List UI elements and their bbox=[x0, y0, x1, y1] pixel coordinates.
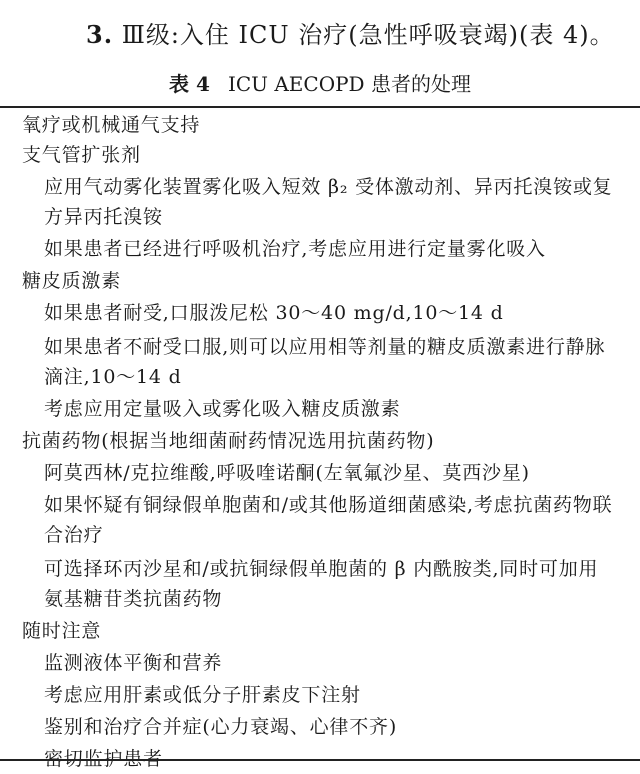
table-row: 氧疗或机械通气支持 bbox=[22, 114, 201, 136]
table-row: 随时注意 bbox=[22, 620, 102, 642]
table-title bbox=[0, 70, 640, 98]
table-body bbox=[0, 110, 640, 774]
table-row: 如果怀疑有铜绿假单胞菌和/或其他肠道细菌感染,考虑抗菌药物联合治疗 bbox=[44, 494, 613, 546]
table-row: 糖皮质激素 bbox=[22, 270, 122, 292]
table-row: 阿莫西林/克拉维酸,呼吸喹诺酮(左氧氟沙星、莫西沙星) bbox=[44, 462, 530, 484]
table-row: 应用气动雾化装置雾化吸入短效 β₂ 受体激动剂、异丙托溴铵或复方异丙托溴铵 bbox=[44, 176, 613, 228]
section-number: 3. bbox=[86, 20, 114, 49]
table-row: 如果患者耐受,口服泼尼松 30～40 mg/d,10～14 d bbox=[44, 302, 504, 324]
table-row: 抗菌药物(根据当地细菌耐药情况选用抗菌药物) bbox=[22, 430, 435, 452]
table-row: 考虑应用肝素或低分子肝素皮下注射 bbox=[44, 684, 361, 706]
table-row: 如果患者已经进行呼吸机治疗,考虑应用进行定量雾化吸入 bbox=[44, 238, 546, 260]
table-row: 鉴别和治疗合并症(心力衰竭、心律不齐) bbox=[44, 716, 398, 738]
table-bottom-rule bbox=[0, 759, 640, 761]
table-label: 表 4 bbox=[169, 72, 210, 96]
table-top-rule bbox=[0, 106, 640, 108]
section-heading bbox=[86, 18, 615, 52]
table-row: 考虑应用定量吸入或雾化吸入糖皮质激素 bbox=[44, 398, 401, 420]
table-row: 如果患者不耐受口服,则可以应用相等剂量的糖皮质激素进行静脉滴注,10～14 d bbox=[44, 336, 606, 388]
table-row: 密切监护患者 bbox=[44, 748, 163, 770]
table-row: 支气管扩张剂 bbox=[22, 144, 141, 166]
table-row: 可选择环丙沙星和/或抗铜绿假单胞菌的 β 内酰胺类,同时可加用氨基糖苷类抗菌药物 bbox=[44, 558, 599, 610]
section-heading-text: Ⅲ级:入住 ICU 治疗(急性呼吸衰竭)(表 4)。 bbox=[121, 21, 615, 49]
table-row: 监测液体平衡和营养 bbox=[44, 652, 223, 674]
table-caption: ICU AECOPD 患者的处理 bbox=[227, 72, 471, 96]
